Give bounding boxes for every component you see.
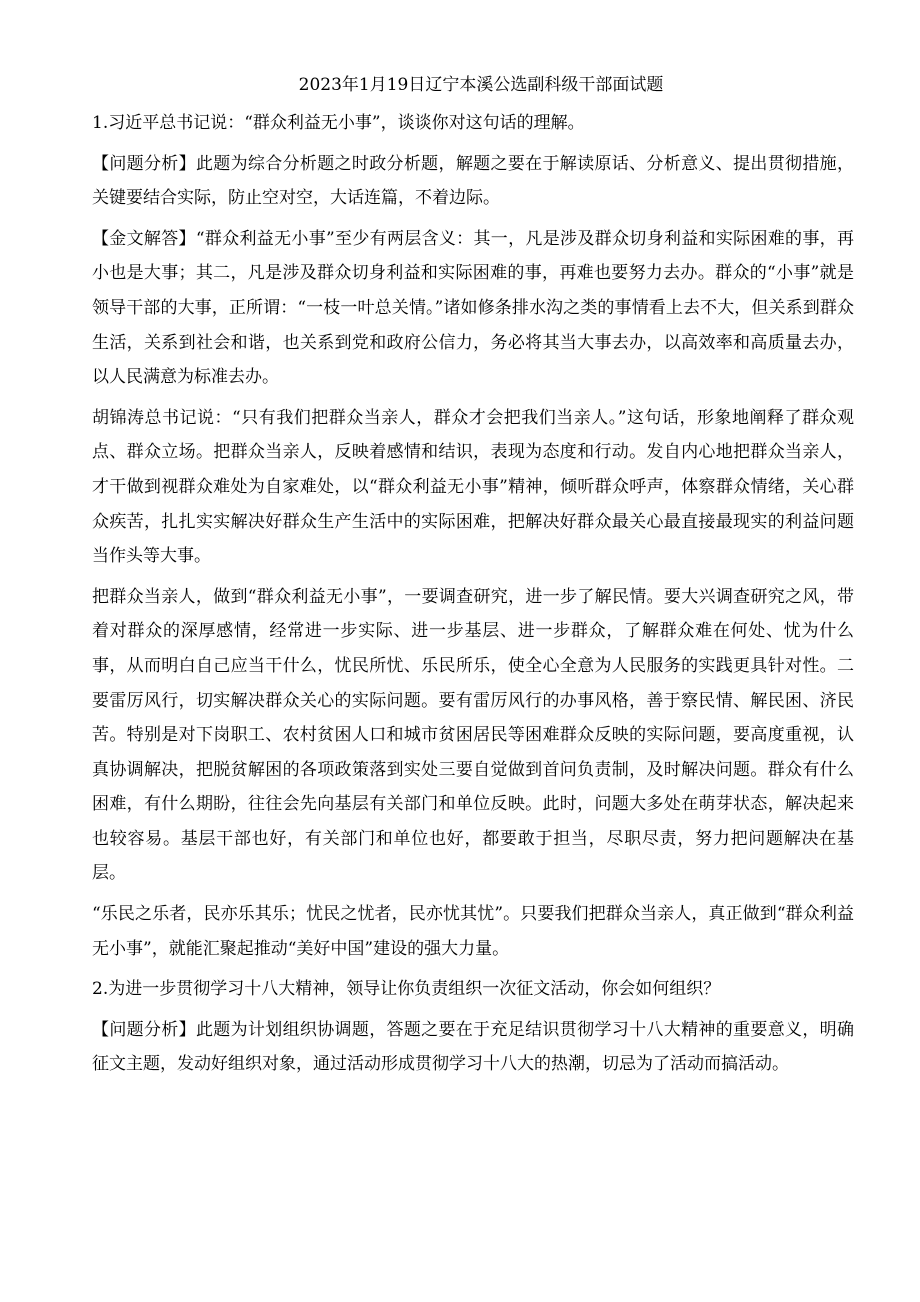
question-1-analysis: 【问题分析】此题为综合分析题之时政分析题，解题之要在于解读原话、分析意义、提出贯彻措施，关键要结合实际，防止空对空，大话连篇，不着边际。 <box>92 153 854 209</box>
question-2: 2.为进一步贯彻学习十八大精神，领导让你负责组织一次征文活动，你会如何组织？ <box>92 979 721 1000</box>
answer-paragraph: 胡锦涛总书记说：“只有我们把群众当亲人，群众才会把我们当亲人。”这句话，形象地阐释了群众观点、群众立场。把群众当亲人，反映着感情和结识，表现为态度和行动。发自内心地把群众当亲人，才干做到视群众难处为自家难处，以“群众利益无小事”精神，倾听群众呼声，体察群众情绪，关心群众疾苦，扎扎实实解决好群众生产生活中的实际困难，把解决好群众最关心最直接最现实的利益问题当作头等大事。 <box>92 407 854 567</box>
document-page <box>92 72 854 1088</box>
question-1: 1.习近平总书记说：“群众利益无小事”，谈谈你对这句话的理解。 <box>92 113 585 133</box>
question-1-answer: 【金文解答】“群众利益无小事”至少有两层含义：其一，凡是涉及群众切身利益和实际困难的事，再小也是大事；其二，凡是涉及群众切身利益和实际困难的事，再难也要努力去办。群众的“小事”就是领导干部的大事，正所谓：“一枝一叶总关情。”诸如修条排水沟之类的事情看上去不大，但关系到群众生活，关系到社会和谐，也关系到党和政府公信力，务必将其当大事去办，以高效率和高质量去办，以人民满意为标准去办。 <box>92 228 854 388</box>
document-title: 2023年1月19日辽宁本溪公选副科级干部面试题 <box>298 75 664 95</box>
question-2-analysis: 【问题分析】此题为计划组织协调题，答题之要在于充足结识贯彻学习十八大精神的重要意义，明确征文主题，发动好组织对象，通过活动形成贯彻学习十八大的热潮，切忌为了活动而搞活动。 <box>92 1019 854 1075</box>
answer-paragraph: “乐民之乐者，民亦乐其乐；忧民之忧者，民亦忧其忧”。只要我们把群众当亲人，真正做到“群众利益无小事”，就能汇聚起推动“美好中国”建设的强大力量。 <box>92 904 854 959</box>
answer-paragraph: 把群众当亲人，做到“群众利益无小事”，一要调查研究，进一步了解民情。要大兴调查研究之风，带着对群众的深厚感情，经常进一步实际、进一步基层、进一步群众，了解群众难在何处、忧为什么事，从而明白自己应当干什么，忧民所忧、乐民所乐，使全心全意为人民服务的实践更具针对性。二要雷厉风行，切实解决群众关心的实际问题。要有雷厉风行的办事风格，善于察民情、解民困、济民苦。特别是对下岗职工、农村贫困人口和城市贫困居民等困难群众反映的实际问题，要高度重视，认真协调解决，把脱贫解困的各项政策落到实处三要自觉做到首问负责制，及时解决问题。群众有什么困难，有什么期盼，往往会先向基层有关部门和单位反映。此时，问题大多处在萌芽状态，解决起来也较容易。基层干部也好，有关部门和单位也好，都要敢于担当，尽职尽责，努力把问题解决在基层。 <box>92 586 854 884</box>
